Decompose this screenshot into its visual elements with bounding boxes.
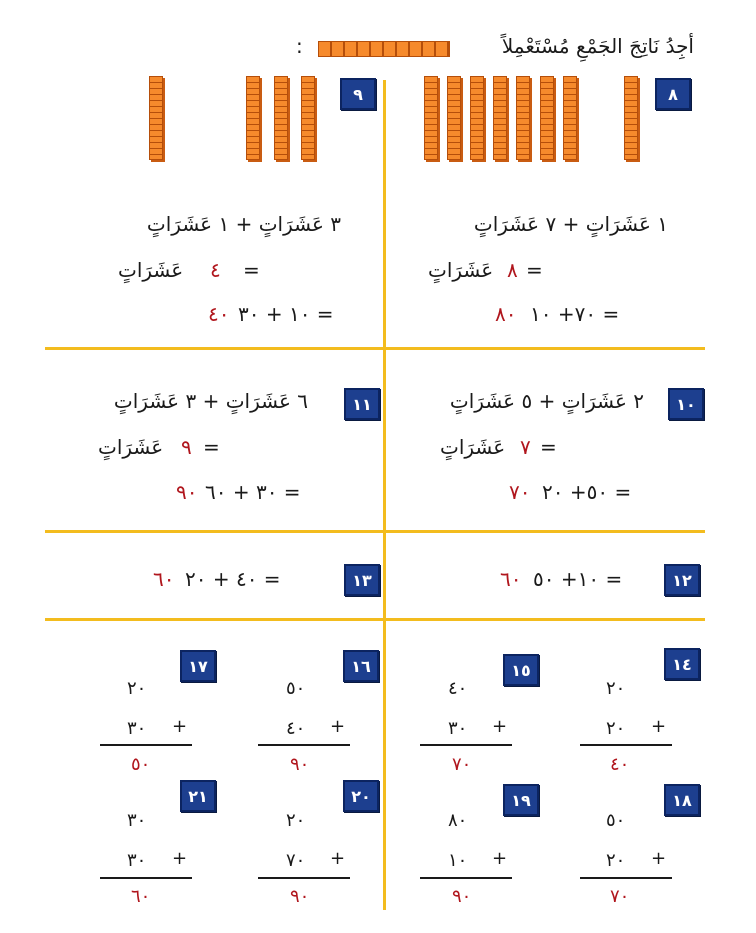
question-badge-18: ١٨ xyxy=(664,784,700,816)
col-plus-sign: + xyxy=(651,848,667,869)
col-top-number: ٢٠ xyxy=(606,678,626,699)
instruction-text: أجِدُ نَاتِجَ الجَمْعِ مُسْتَعْمِلاً xyxy=(501,34,694,58)
ten-rod xyxy=(301,76,315,160)
q10-equals: = xyxy=(540,435,557,459)
q9-answer: ٤٠ xyxy=(208,302,230,326)
q11-tens-word: عَشَرَاتٍ xyxy=(98,435,164,459)
col-answer: ٥٠ xyxy=(131,754,151,775)
ten-rod xyxy=(624,76,638,160)
ten-rod xyxy=(540,76,554,160)
q12-expression: = ١٠+ ٥٠ xyxy=(533,567,623,591)
col-middle-number: ١٠ xyxy=(448,850,468,871)
q11-answer: ٩٠ xyxy=(176,480,198,504)
question-badge-17: ١٧ xyxy=(180,650,216,682)
ten-rod xyxy=(246,76,260,160)
question-badge-10: ١٠ xyxy=(668,388,704,420)
vertical-divider xyxy=(383,80,386,910)
horizontal-divider-1 xyxy=(45,347,705,350)
question-badge-20: ٢٠ xyxy=(343,780,379,812)
col-answer: ٩٠ xyxy=(290,886,310,907)
col-top-number: ٢٠ xyxy=(286,810,306,831)
sum-line xyxy=(420,744,512,746)
col-answer: ٩٠ xyxy=(452,886,472,907)
question-badge-14: ١٤ xyxy=(664,648,700,680)
col-middle-number: ٣٠ xyxy=(127,850,147,871)
sum-line xyxy=(580,877,672,879)
ten-rod xyxy=(447,76,461,160)
instruction-colon: : xyxy=(296,34,303,58)
q13-expression: = ٤٠ + ٢٠ xyxy=(185,567,281,591)
col-plus-sign: + xyxy=(172,716,188,737)
q10-line1: ٢ عَشَرَاتٍ + ٥ عَشَرَاتٍ xyxy=(449,389,644,413)
sum-line xyxy=(258,744,350,746)
q10-answer-tens: ٧ xyxy=(520,435,531,459)
q11-line1: ٦ عَشَرَاتٍ + ٣ عَشَرَاتٍ xyxy=(113,389,308,413)
q8-expression: = ٧٠+ ١٠ xyxy=(530,302,620,326)
ten-rod xyxy=(149,76,163,160)
q8-line1: ١ عَشَرَاتٍ + ٧ عَشَرَاتٍ xyxy=(473,212,668,236)
col-answer: ٩٠ xyxy=(290,754,310,775)
col-plus-sign: + xyxy=(330,716,346,737)
question-badge-13: ١٣ xyxy=(344,564,380,596)
ten-rod xyxy=(516,76,530,160)
q9-equals: = xyxy=(243,258,260,282)
question-badge-9: ٩ xyxy=(340,78,376,110)
ten-rod xyxy=(563,76,577,160)
sum-line xyxy=(420,877,512,879)
q9-expression: = ١٠ + ٣٠ xyxy=(238,302,334,326)
q8-answer: ٨٠ xyxy=(495,302,517,326)
q13-answer: ٦٠ xyxy=(153,567,175,591)
col-top-number: ٥٠ xyxy=(606,810,626,831)
ten-rod xyxy=(274,76,288,160)
q9-tens-word: عَشَرَاتٍ xyxy=(118,258,184,282)
col-plus-sign: + xyxy=(492,716,508,737)
q11-answer-tens: ٩ xyxy=(181,435,192,459)
col-answer: ٧٠ xyxy=(452,754,472,775)
horizontal-divider-3 xyxy=(45,618,705,621)
col-plus-sign: + xyxy=(651,716,667,737)
col-middle-number: ٣٠ xyxy=(127,718,147,739)
col-middle-number: ٢٠ xyxy=(606,718,626,739)
question-badge-8: ٨ xyxy=(655,78,691,110)
sum-line xyxy=(580,744,672,746)
ten-rod xyxy=(493,76,507,160)
question-badge-16: ١٦ xyxy=(343,650,379,682)
col-middle-number: ٤٠ xyxy=(286,718,306,739)
col-top-number: ٢٠ xyxy=(127,678,147,699)
q10-expression: = ٥٠+ ٢٠ xyxy=(542,480,632,504)
question-badge-11: ١١ xyxy=(344,388,380,420)
col-plus-sign: + xyxy=(492,848,508,869)
question-badge-12: ١٢ xyxy=(664,564,700,596)
sum-line xyxy=(100,877,192,879)
sum-line xyxy=(258,877,350,879)
sum-line xyxy=(100,744,192,746)
q9-answer-tens: ٤ xyxy=(210,258,221,282)
col-answer: ٤٠ xyxy=(610,754,630,775)
col-top-number: ٨٠ xyxy=(448,810,468,831)
horizontal-divider-2 xyxy=(45,530,705,533)
col-middle-number: ٣٠ xyxy=(448,718,468,739)
q12-answer: ٦٠ xyxy=(500,567,522,591)
col-plus-sign: + xyxy=(330,848,346,869)
col-answer: ٦٠ xyxy=(131,886,151,907)
ten-rod xyxy=(470,76,484,160)
col-top-number: ٤٠ xyxy=(448,678,468,699)
col-middle-number: ٢٠ xyxy=(606,850,626,871)
q11-expression: = ٣٠ + ٦٠ xyxy=(205,480,301,504)
ten-rod xyxy=(424,76,438,160)
col-plus-sign: + xyxy=(172,848,188,869)
q9-line1: ٣ عَشَرَاتٍ + ١ عَشَرَاتٍ xyxy=(146,212,341,236)
ten-rod-horizontal xyxy=(318,41,450,57)
col-top-number: ٣٠ xyxy=(127,810,147,831)
q8-tens-word: عَشَرَاتٍ xyxy=(428,258,494,282)
question-badge-21: ٢١ xyxy=(180,780,216,812)
question-badge-19: ١٩ xyxy=(503,784,539,816)
question-badge-15: ١٥ xyxy=(503,654,539,686)
q8-answer-tens: ٨ xyxy=(507,258,518,282)
col-top-number: ٥٠ xyxy=(286,678,306,699)
q11-equals: = xyxy=(203,435,220,459)
col-middle-number: ٧٠ xyxy=(286,850,306,871)
q10-answer: ٧٠ xyxy=(509,480,531,504)
q10-tens-word: عَشَرَاتٍ xyxy=(440,435,506,459)
q8-equals: = xyxy=(526,258,543,282)
col-answer: ٧٠ xyxy=(610,886,630,907)
